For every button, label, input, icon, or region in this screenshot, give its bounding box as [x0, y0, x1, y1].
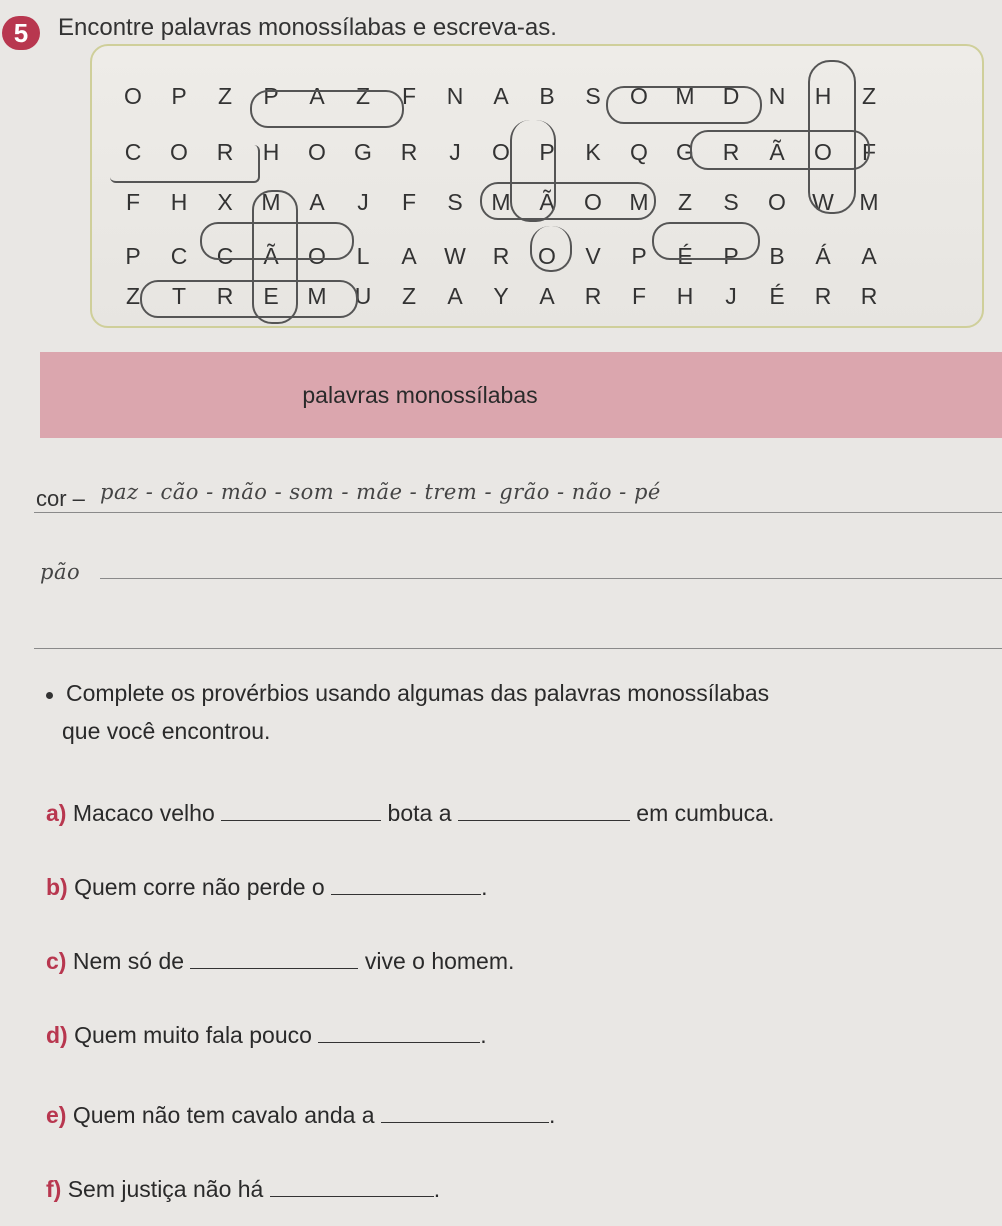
grid-letter: G: [354, 139, 372, 165]
grid-letter: A: [861, 243, 877, 269]
grid-letter: C: [216, 243, 234, 269]
proverb-b: [46, 874, 487, 901]
grid-letter: P: [171, 83, 187, 109]
grid-row: [110, 236, 892, 276]
grid-letter: H: [262, 139, 280, 165]
answer-blank[interactable]: [381, 1102, 549, 1123]
grid-letter: Z: [401, 283, 417, 309]
proverb-letter: e): [46, 1102, 67, 1128]
grid-letter: R: [492, 243, 510, 269]
proverb-a: [46, 800, 774, 827]
grid-letter: P: [723, 243, 739, 269]
grid-letter: J: [725, 283, 737, 309]
grid-letter: Ã: [539, 189, 555, 215]
grid-letter: N: [768, 83, 786, 109]
grid-letter: H: [170, 189, 188, 215]
grid-letter: W: [444, 243, 466, 269]
grid-letter: R: [722, 139, 740, 165]
grid-letter: W: [812, 189, 834, 215]
grid-letter: A: [539, 283, 555, 309]
grid-letter: A: [309, 189, 325, 215]
grid-letter: K: [585, 139, 601, 165]
exercise-title: Encontre palavras monossílabas e escreva-as.: [58, 14, 557, 41]
answer-blank[interactable]: [458, 800, 630, 821]
section-banner: [40, 352, 1002, 438]
answers-label: cor –: [36, 486, 85, 511]
instruction-line1: Complete os provérbios usando algumas das palavras monossílabas: [66, 680, 770, 706]
grid-letter: R: [860, 283, 878, 309]
grid-letter: Q: [630, 139, 648, 165]
proverb-end: .: [480, 1022, 487, 1048]
proverb-text: Sem justiça não há: [67, 1176, 264, 1202]
grid-letter: J: [357, 189, 369, 215]
grid-letter: R: [216, 139, 234, 165]
grid-letter: Z: [861, 83, 877, 109]
answer-blank[interactable]: [318, 1022, 480, 1043]
grid-letter: B: [769, 243, 785, 269]
grid-letter: A: [309, 83, 325, 109]
grid-letter: É: [677, 243, 693, 269]
grid-letter: Z: [125, 283, 141, 309]
grid-letter: X: [217, 189, 233, 215]
answer-blank[interactable]: [270, 1176, 434, 1197]
proverb-d: [46, 1022, 487, 1049]
answer-line-1: [34, 512, 1002, 513]
grid-letter: É: [769, 283, 785, 309]
grid-letter: M: [859, 189, 879, 215]
grid-letter: F: [861, 139, 877, 165]
grid-row: [110, 76, 892, 116]
proverb-letter: c): [46, 948, 67, 974]
grid-letter: T: [171, 283, 187, 309]
answer-blank[interactable]: [331, 874, 481, 895]
grid-letter: A: [493, 83, 509, 109]
proverb-letter: a): [46, 800, 67, 826]
grid-letter: U: [354, 283, 372, 309]
proverb-text: Quem não tem cavalo anda a: [72, 1102, 375, 1128]
answer-blank[interactable]: [221, 800, 381, 821]
proverb-f: [46, 1176, 440, 1203]
grid-letter: O: [538, 243, 556, 269]
grid-letter: H: [676, 283, 694, 309]
grid-letter: S: [723, 189, 739, 215]
grid-letter: O: [768, 189, 786, 215]
grid-letter: L: [356, 243, 370, 269]
grid-letter: M: [675, 83, 695, 109]
proverb-c: [46, 948, 514, 975]
grid-letter: Ã: [769, 139, 785, 165]
grid-letter: M: [629, 189, 649, 215]
proverb-text: vive o homem.: [364, 948, 515, 974]
grid-letter: S: [447, 189, 463, 215]
grid-letter: C: [170, 243, 188, 269]
grid-letter: Á: [815, 243, 831, 269]
proverb-text: em cumbuca.: [636, 800, 775, 826]
grid-letter: R: [400, 139, 418, 165]
grid-letter: Z: [355, 83, 371, 109]
grid-letter: M: [261, 189, 281, 215]
grid-letter: O: [124, 83, 142, 109]
grid-letter: R: [814, 283, 832, 309]
grid-letter: P: [539, 139, 555, 165]
proverb-end: .: [481, 874, 488, 900]
grid-letter: H: [814, 83, 832, 109]
proverb-text: Quem corre não perde o: [74, 874, 325, 900]
grid-letter: V: [585, 243, 601, 269]
grid-letter: Y: [493, 283, 509, 309]
proverb-text: bota a: [387, 800, 452, 826]
grid-letter: O: [170, 139, 188, 165]
exercise-number: 5: [2, 16, 40, 50]
bullet-icon: [46, 692, 53, 699]
grid-letter: O: [308, 139, 326, 165]
grid-letter: P: [263, 83, 279, 109]
proverb-end: .: [433, 1176, 441, 1202]
grid-letter: N: [446, 83, 464, 109]
proverb-end: .: [548, 1102, 556, 1128]
proverb-letter: d): [46, 1022, 68, 1048]
grid-letter: A: [447, 283, 463, 309]
instruction-line2: que você encontrou.: [62, 718, 271, 744]
grid-letter: F: [401, 189, 417, 215]
grid-letter: M: [307, 283, 327, 309]
handwritten-answers-line2: pão: [40, 560, 81, 584]
grid-letter: C: [124, 139, 142, 165]
grid-letter: E: [263, 283, 279, 309]
proverb-text: Nem só de: [72, 948, 185, 974]
proverb-letter: f): [46, 1176, 62, 1202]
grid-row: [110, 132, 892, 172]
grid-letter: G: [676, 139, 694, 165]
answer-line-3: [34, 648, 1002, 649]
banner-title: palavras monossílabas: [302, 382, 538, 408]
proverb-text: Macaco velho: [72, 800, 215, 826]
grid-letter: A: [401, 243, 417, 269]
grid-letter: Z: [217, 83, 233, 109]
answer-blank[interactable]: [190, 948, 358, 969]
grid-letter: Z: [677, 189, 693, 215]
grid-letter: F: [401, 83, 417, 109]
grid-row: [110, 276, 892, 316]
grid-letter: M: [491, 189, 511, 215]
grid-letter: F: [125, 189, 141, 215]
grid-letter: R: [216, 283, 234, 309]
grid-letter: R: [584, 283, 602, 309]
grid-letter: O: [308, 243, 326, 269]
handwritten-answers-line1: paz - cão - mão - som - mãe - trem - grão - não - pé: [100, 480, 661, 504]
grid-letter: P: [125, 243, 141, 269]
grid-row: [110, 182, 892, 222]
grid-letter: O: [630, 83, 648, 109]
grid-letter: D: [722, 83, 740, 109]
grid-letter: J: [449, 139, 461, 165]
grid-letter: B: [539, 83, 555, 109]
grid-letter: S: [585, 83, 601, 109]
proverb-e: [46, 1102, 555, 1129]
answer-line-2: [100, 578, 1002, 579]
proverb-letter: b): [46, 874, 68, 900]
grid-letter: O: [492, 139, 510, 165]
grid-letter: O: [814, 139, 832, 165]
grid-letter: F: [631, 283, 647, 309]
proverb-text: Quem muito fala pouco: [74, 1022, 312, 1048]
grid-letter: O: [584, 189, 602, 215]
grid-letter: P: [631, 243, 647, 269]
grid-letter: Ã: [263, 243, 279, 269]
